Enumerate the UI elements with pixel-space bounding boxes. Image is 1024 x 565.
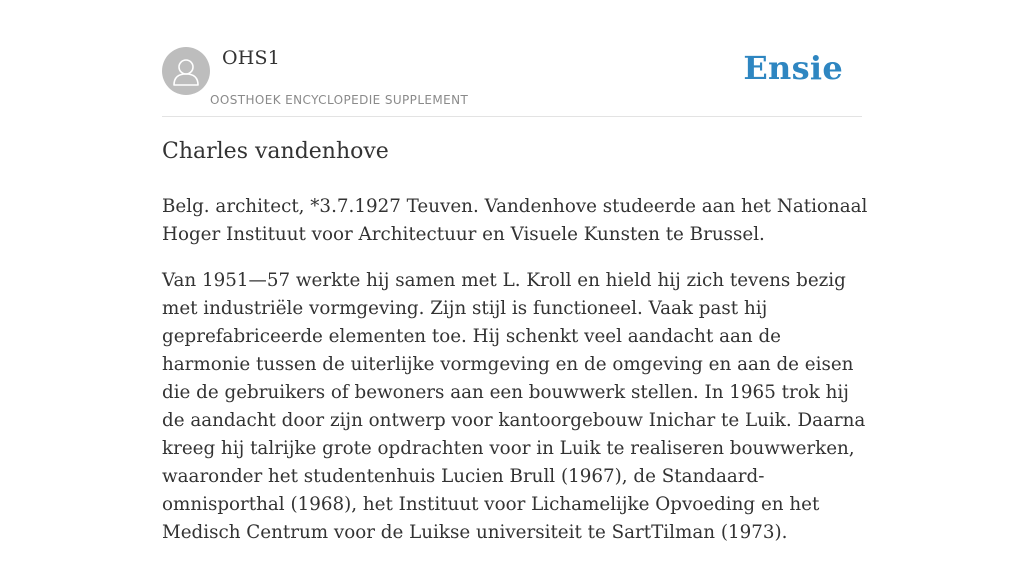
author-avatar[interactable] <box>162 47 210 95</box>
source-label[interactable]: OOSTHOEK ENCYCLOPEDIE SUPPLEMENT <box>210 93 469 107</box>
article-paragraph: Belg. architect, *3.7.1927 Teuven. Vandenhove studeerde aan het Nationaal Hoger Instituut voor Architectuur en Visuele Kunsten te Brussel. <box>162 196 868 245</box>
article-body <box>162 193 868 565</box>
author-name[interactable]: OHS1 <box>222 47 281 69</box>
article-title: Charles vandenhove <box>162 139 389 164</box>
user-icon <box>162 47 210 95</box>
site-logo[interactable]: Ensie <box>743 49 843 87</box>
article-paragraph: Van 1951—57 werkte hij samen met L. Kroll en hield hij zich tevens bezig met industriële vormgeving. Zijn stijl is functioneel. Vaak past hij geprefabriceerde elementen toe. Hij schenkt veel aandacht aan de harmonie tussen de uiterlijke vormgeving en de omgeving en aan de eisen die de gebruikers of bewoners aan een bouwwerk stellen. In 1965 trok hij de aandacht door zijn ontwerp voor kantoorgebouw Inichar te Luik. Daarna kreeg hij talrijke grote opdrachten voor in Luik te realiseren bouwwerken, waaronder het studentenhuis Lucien Brull (1967), de Standaard-omnisporthal (1968), het Instituut voor Lichamelijke Opvoeding en het Medisch Centrum voor de Luikse universiteit te SartTilman (1973). <box>162 270 866 543</box>
header <box>162 46 862 117</box>
